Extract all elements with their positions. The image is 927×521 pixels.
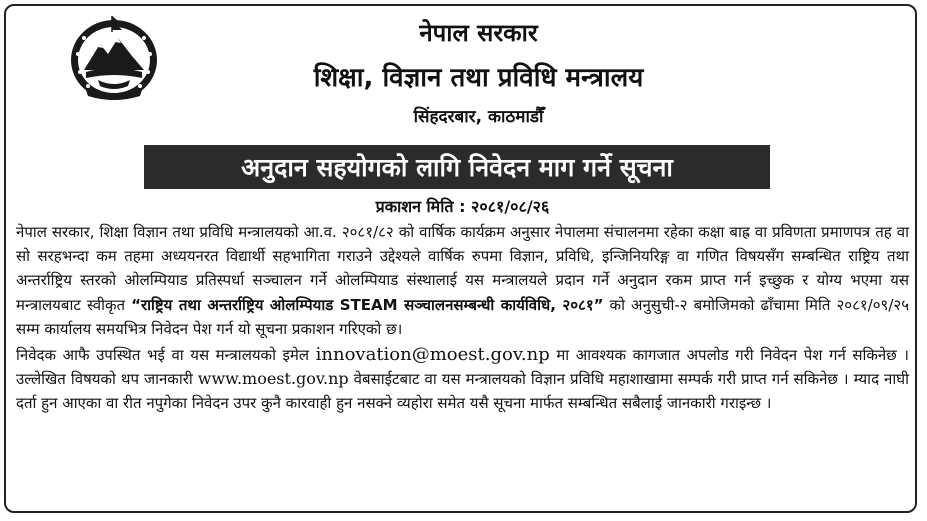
paragraph-1: [16, 220, 909, 341]
paragraph-1-text-b: को अनुसुची-२ बमोजिमको ढाँचामा मिति २०८१/०९/२५ सम्म कार्यालय समयभित्र निवेदन पेश गर्न यो सूचना प्रकाशन गरिएको छ।: [16, 295, 910, 338]
procedure-title: “राष्ट्रिय तथा अन्तर्राष्ट्रिय ओलम्पियाड STEAM सञ्चालनसम्बन्धी कार्यविधि, २०८१”: [131, 295, 604, 314]
paragraph-2-text-b: मा आवश्यक कागजात अपलोड गरी निवेदन पेश गर्न सकिनेछ । उल्लेखित विषयको थप जानकारी: [16, 346, 909, 389]
notice-page: [4, 4, 917, 513]
website-link[interactable]: www.moest.gov.np: [197, 369, 349, 389]
paragraph-2: [16, 343, 909, 416]
notice-title-banner: [144, 145, 770, 189]
location-heading: सिंहदरबार, काठमाडौँ: [413, 107, 544, 127]
government-heading: नेपाल सरकार: [419, 19, 538, 47]
ministry-heading: शिक्षा, विज्ञान तथा प्रविधि मन्त्रालय: [313, 63, 644, 93]
paragraph-2-text-a: निवेदक आफै उपस्थित भई वा यस मन्त्रालयको इमेल: [16, 346, 316, 365]
paragraph-1-text-a: नेपाल सरकार, शिक्षा विज्ञान तथा प्रविधि मन्त्रालयको आ.व. २०८१/८२ को वार्षिक कार्यक्रम अनुसार नेपालमा संचालनमा रहेका कक्षा बाह्र वा प्रविणता प्रमाणपत्र तह वा सो सरहभन्दा कम तहमा अध्ययनरत विद्यार्थी सहभागिता गराउने उद्देश्यले वार्षिक रुपमा विज्ञान, प्रविधि, इन्जिनियरिङ्ग वा गणित विषयसँग सम्बन्धित राष्ट्रिय तथा अन्तर्राष्ट्रिय स्तरको ओलम्पियाड प्रतिस्पर्धा सञ्चालन गर्ने ओलम्पियाड संस्थालाई यस मन्त्रालयले प्रदान गर्ने अनुदान रकम प्राप्त गर्न इच्छुक र योग्य भएमा यस मन्त्रालयबाट स्वीकृत: [16, 223, 909, 314]
publish-date: प्रकाशन मिति : २०८१/०८/२६: [375, 197, 550, 216]
paragraph-2-text-c: वेबसाईटबाट वा यस मन्त्रालयको विज्ञान प्रविधि महाशाखामा सम्पर्क गरी प्राप्त गर्न सकिनेछ । म्याद नाघी दर्ता हुन आएका वा रीत नपुगेका निवेदन उपर कुनै कारवाही हुन नसक्ने व्यहोरा समेत यसै सूचना मार्फत सम्बन्धित सबैलाई जानकारी गराइन्छ ।: [16, 370, 909, 413]
notice-body: [16, 220, 909, 416]
notice-title: अनुदान सहयोगको लागि निवेदन माग गर्ने सूचना: [241, 153, 673, 182]
email-link[interactable]: innovation@moest.gov.np: [315, 344, 550, 366]
